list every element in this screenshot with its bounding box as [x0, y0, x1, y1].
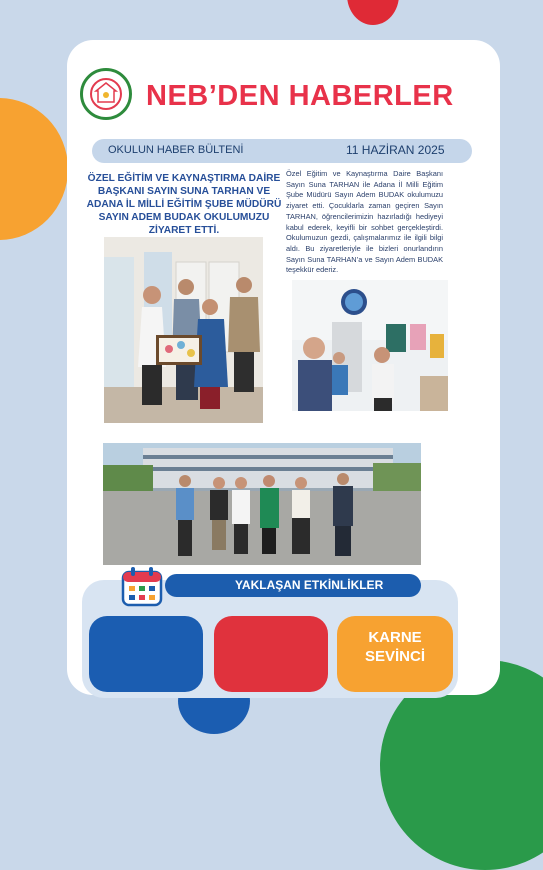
bulletin-banner — [92, 139, 472, 163]
article-headline: ÖZEL EĞİTİM VE KAYNAŞTIRMA DAİRE BAŞKANI SAYIN SUNA TARHAN VE ADANA İL MİLLİ EĞİTİM ŞUBE MÜDÜRÜ SAYIN ADEM BUDAK OKULUMUZU ZİYARET ETTİ. — [86, 173, 282, 236]
event-card-karne-sevinci[interactable] — [337, 616, 453, 692]
school-logo — [80, 68, 132, 120]
decor-orange-circle — [0, 98, 68, 240]
event-card-label: KARNE SEVİNCİ — [364, 629, 425, 665]
photo-gift-presentation — [104, 237, 263, 423]
events-heading-bar — [165, 574, 421, 597]
events-heading: YAKLAŞAN ETKİNLİKLER — [235, 578, 384, 592]
event-card-blue[interactable] — [89, 616, 203, 692]
decor-red-circle — [347, 0, 399, 25]
photo-group-schoolyard — [103, 443, 421, 565]
event-card-red[interactable] — [214, 616, 328, 692]
house-icon — [83, 71, 129, 117]
bulletin-date: 11 HAZİRAN 2025 — [346, 143, 445, 157]
article-body: Özel Eğitim ve Kaynaştırma Daire Başkanı Sayın Suna TARHAN ile Adana İl Milli Eğitim Şube Müdürü Sayın Adem BUDAK okulumuzu ziyaret etti. Çocuklarla zaman geçiren Sayın TARHAN, öğrencilerimizin hazırladığı hediyeyi kabul ederek, keyifli bir sohbet gerçekleştirdi. Okulumuzun gezdi, çalışmalarımız ile ilgili bilgi aldı. Bu ziyaretleriyle ile bizleri onurlandırın Sayın Suna TARHAN’a ve Sayın Adem BUDAK teşekkür ederiz. — [286, 169, 443, 275]
page-title: NEB’DEN HABERLER — [146, 80, 454, 112]
bulletin-label: OKULUN HABER BÜLTENİ — [108, 144, 244, 156]
photo-classroom-visit — [292, 280, 448, 411]
calendar-icon — [121, 565, 163, 607]
